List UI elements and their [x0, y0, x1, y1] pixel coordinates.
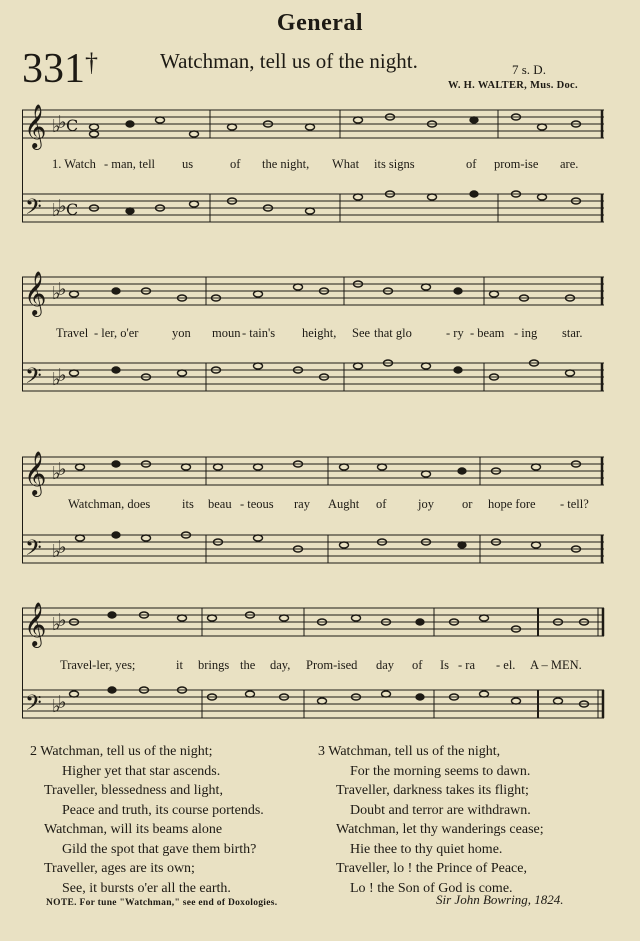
- verse-line: Higher yet that star ascends.: [62, 763, 221, 779]
- syllable: - man, tell: [104, 157, 156, 171]
- svg-text:♭: ♭: [52, 614, 61, 635]
- verse-line: Traveller, darkness takes its flight;: [336, 783, 529, 798]
- verse-line: Watchman, let thy wanderings cease;: [336, 822, 544, 837]
- syllable: day: [376, 658, 395, 672]
- syllable: yon: [172, 326, 191, 340]
- svg-text:♭: ♭: [58, 279, 67, 300]
- syllable: brings: [198, 658, 230, 672]
- syllable: - ra: [458, 658, 475, 672]
- syllable: Travel-ler, yes;: [60, 658, 136, 672]
- svg-text:♭: ♭: [52, 369, 61, 390]
- syllable: Prom-ised: [306, 658, 358, 672]
- syllable: - tain's: [242, 326, 276, 340]
- syllable: joy: [418, 497, 434, 511]
- svg-text:𝄞: 𝄞: [24, 271, 47, 315]
- hymn-title: Watchman, tell us of the night.: [160, 49, 418, 73]
- syllable: height,: [302, 326, 337, 340]
- syllable: - beam: [470, 326, 505, 340]
- verse-line: Traveller, lo ! the Prince of Peace,: [336, 861, 527, 876]
- staff-system-3-svg: [22, 445, 606, 595]
- syllable: moun: [212, 326, 241, 340]
- verse-line: Watchman, will its beams alone: [44, 822, 223, 837]
- syllable: Travel: [56, 326, 89, 340]
- svg-text:𝄞: 𝄞: [24, 602, 47, 646]
- syllable: star.: [562, 326, 583, 340]
- svg-text:♭: ♭: [58, 112, 67, 133]
- bass-staff: [22, 535, 604, 563]
- syllable: A – MEN.: [530, 658, 582, 672]
- svg-text:♭: ♭: [58, 196, 67, 217]
- svg-text:♭: ♭: [58, 537, 67, 558]
- syllable: Watchman, does: [68, 497, 151, 511]
- syllable: Is: [440, 658, 450, 672]
- author-credit: Sir John Bowring, 1824.: [436, 892, 564, 907]
- verse-line: For the morning seems to dawn.: [350, 763, 531, 779]
- dagger-mark: †: [85, 48, 98, 77]
- svg-text:♭: ♭: [58, 610, 67, 631]
- composer-credit: W. H. WALTER, Mus. Doc.: [448, 80, 578, 91]
- verse-line: Peace and truth, its course portends.: [62, 802, 264, 818]
- bass-staff: [22, 363, 604, 391]
- svg-text:C: C: [66, 116, 79, 135]
- svg-text:♭: ♭: [52, 200, 61, 221]
- verse-line: See, it bursts o'er all the earth.: [62, 880, 231, 896]
- syllable: - ler, o'er: [94, 326, 139, 340]
- syllable: - tell?: [560, 497, 589, 511]
- svg-text:♭: ♭: [52, 541, 61, 562]
- svg-text:♭: ♭: [52, 116, 61, 137]
- music-system-1: [22, 98, 606, 248]
- syllable: See: [352, 326, 371, 340]
- syllable: beau: [208, 497, 232, 511]
- syllable: its signs: [374, 157, 415, 171]
- verse-line: Hie thee to thy quiet home.: [350, 841, 503, 857]
- svg-text:𝄢: 𝄢: [25, 691, 42, 721]
- verse-3: [318, 742, 544, 898]
- music-system-4: [22, 598, 606, 738]
- syllable: are.: [560, 157, 579, 171]
- svg-text:♭: ♭: [52, 463, 61, 484]
- verse-line: 3 Watchman, tell us of the night,: [318, 744, 501, 759]
- verse-line: 2 Watchman, tell us of the night;: [30, 744, 213, 759]
- hymn-number: [22, 48, 98, 90]
- syllable: the night,: [262, 157, 310, 171]
- syllable: or: [462, 497, 473, 511]
- syllable: its: [182, 497, 194, 511]
- music-system-3: [22, 445, 606, 595]
- svg-text:𝄞: 𝄞: [24, 104, 47, 148]
- syllable: of: [412, 658, 423, 672]
- hymn-meter: 7 s. D.: [512, 62, 546, 77]
- music-system-2: [22, 265, 606, 415]
- syllable: the: [240, 658, 256, 672]
- svg-text:𝄞: 𝄞: [24, 451, 47, 495]
- verse-line: Lo ! the Son of God is come.: [350, 880, 513, 896]
- syllable: of: [230, 157, 241, 171]
- syllable: of: [466, 157, 477, 171]
- staff-system-1-svg: [22, 98, 606, 248]
- svg-text:C: C: [66, 200, 79, 219]
- hymn-number-value: 331: [22, 46, 85, 92]
- syllable: - ry: [446, 326, 464, 340]
- svg-text:𝄢: 𝄢: [25, 195, 42, 225]
- syllable: - ing: [514, 326, 538, 340]
- syllable: hope fore: [488, 497, 536, 511]
- treble-staff: [22, 277, 604, 305]
- svg-text:♭: ♭: [58, 692, 67, 713]
- treble-staff: [22, 457, 604, 485]
- syllable: that glo: [374, 326, 412, 340]
- syllable: it: [176, 658, 183, 672]
- section-heading: General: [276, 10, 364, 36]
- syllable: What: [332, 157, 360, 171]
- svg-text:♭: ♭: [58, 365, 67, 386]
- syllable: us: [182, 157, 194, 171]
- svg-text:𝄢: 𝄢: [25, 536, 42, 566]
- verse-line: Traveller, blessedness and light,: [44, 783, 223, 798]
- tune-note: NOTE. For tune "Watchman," see end of Doxologies.: [46, 898, 278, 908]
- syllable: 1. Watch: [52, 157, 96, 171]
- verse-2: [30, 742, 264, 898]
- syllable: of: [376, 497, 387, 511]
- verse-line: Traveller, ages are its own;: [44, 861, 195, 876]
- svg-text:♭: ♭: [58, 459, 67, 480]
- svg-text:♭: ♭: [52, 283, 61, 304]
- syllable: day,: [270, 658, 291, 672]
- verse-line: Doubt and terror are withdrawn.: [350, 802, 531, 818]
- syllable: - teous: [240, 497, 274, 511]
- svg-text:♭: ♭: [52, 696, 61, 717]
- syllable: ray: [294, 497, 310, 511]
- syllable: - el.: [496, 658, 516, 672]
- syllable: Aught: [328, 497, 360, 511]
- verse-line: Gild the spot that gave them birth?: [62, 841, 257, 857]
- svg-text:𝄢: 𝄢: [25, 364, 42, 394]
- syllable: prom-ise: [494, 157, 539, 171]
